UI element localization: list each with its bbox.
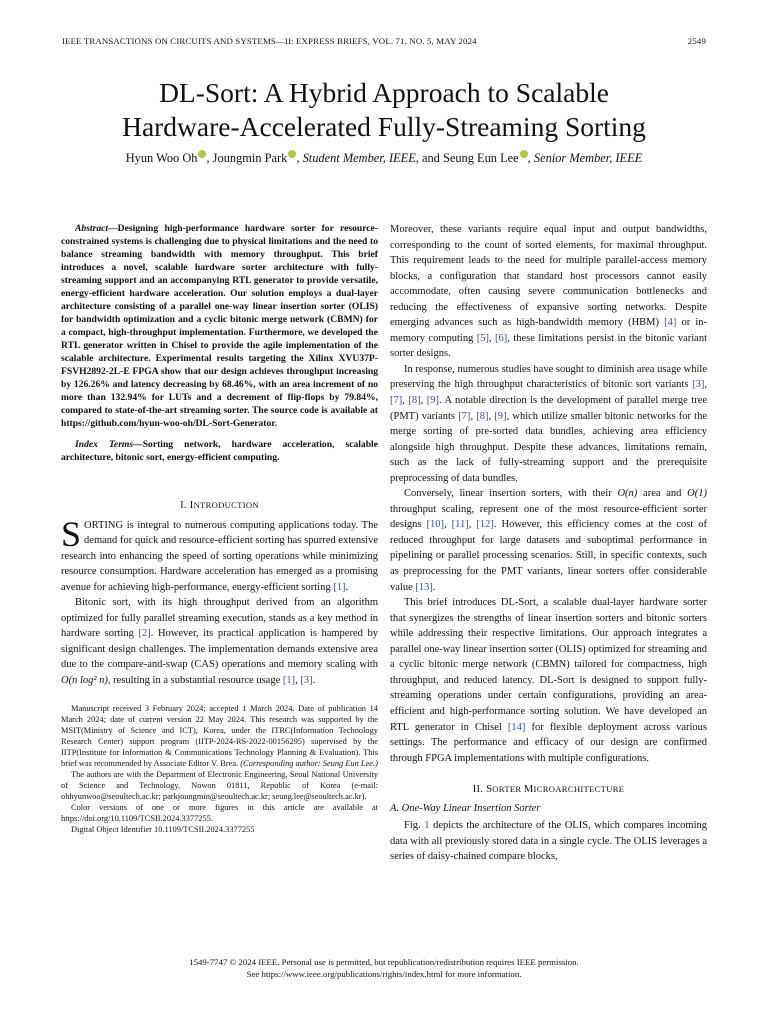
author-1: Hyun Woo Oh [125,151,198,165]
citation-link[interactable]: [1] [282,675,296,687]
subsection-heading: A. One-Way Linear Insertion Sorter [390,802,541,814]
title-line-1: DL-Sort: A Hybrid Approach to Scalable [159,77,609,108]
author-2: Joungmin Park [212,151,288,165]
copyright-footer [40,957,728,980]
paper-title [40,76,728,144]
math-complexity: O(1) [687,488,707,500]
citation-link[interactable]: [7] [458,410,471,422]
title-line-2: Hardware-Accelerated Fully-Streaming Sorting [122,111,646,142]
orcid-icon[interactable] [198,150,206,158]
citation-link[interactable]: [8] [408,395,421,407]
author-conjunction: , and [415,151,443,165]
drop-cap: S [61,513,82,554]
body-paragraph-4: This brief introduces DL-Sort, a scalable dual-layer hardware sorter that synergizes the strengths of linear insertion sorters and bitonic sorters while addressing their respective limitations. Our approach integrates a parallel one-way linear insertion sorter (OLIS) optimized for streaming and a cyclic bitonic merge network (CBMN) tailored for compactness, high throughput, and reduced latency. DL-Sort is designed to support fully-streaming operations under certain configurations, providing an area-efficient and high-performance sorting solution. We have developed an RTL generator in Chisel [14] for flexible deployment across various settings. The performance and efficacy of our design are confirmed through FPGA implementations with multiple configurations. [390,597,707,764]
citation-link[interactable]: [5] [476,332,489,344]
footnotes [61,703,378,835]
left-column [61,222,378,835]
citation-link[interactable]: [6] [495,332,508,344]
orcid-icon[interactable] [520,150,528,158]
body-paragraph-3: Conversely, linear insertion sorters, with their O(n) area and O(1) throughput scaling, represent one of the most resource-efficient sorter designs [10], [11], [12]. However, this efficiency comes at the cost of reduced throughput for large datasets and suboptimal performance in pipelining or parallel processing scenarios. Still, in specific contexts, such as preprocessing for the PMT variants, linear sorters offer considerable value [13]. [390,488,708,593]
section-heading-introduction: I. INTRODUCTION [180,500,259,511]
index-terms-text: —Sorting network, hardware acceleration, scalable architecture, bitonic sort, energy-efficient computing. [61,439,378,463]
running-header [62,36,706,50]
author-2-role: Student Member, IEEE [302,151,416,165]
author-3-role: Senior Member, IEEE [533,151,643,165]
citation-link[interactable]: [8] [476,410,489,422]
citation-link[interactable]: [2] [138,628,151,640]
citation-link[interactable]: [9] [494,410,507,422]
citation-link[interactable]: [9] [426,395,439,407]
right-column [390,222,707,865]
citation-link[interactable]: [10] [426,519,444,531]
citation-link[interactable]: [12] [476,519,494,531]
abstract-text: —Designing high-performance hardware sorter for resource-constrained systems is challenging due to physical limitations and the need to balance streaming bandwidth with memory throughput. This brief introduces a novel, scalable hardware sorter architecture with fully-streaming support and an accompanying RTL generator to provide versatile, energy-efficient hardware acceleration. Our solution employs a dual-layer architecture consisting of a parallel one-way linear insertion sorter (OLIS) for bandwidth optimization and a cyclic bitonic merge network (CBMN) for a compact, high-throughput implementation. Furthermore, we developed the RTL generator written in Chisel to provide the agile implementation of the scalable architecture. Experimental results targeting the Xilinx XVU37P-FSVH2892-2L-E FPGA show that our design achieves throughput increasing by 126.26% and latency decreasing by 68.46%, with an area increment of no more than 132.94% for LUTs and a decrement of flip-flops by 79.84%, compared to state-of-the-art streaming sorter. The source code is available at https://github.com/hyun-woo-oh/DL-Sort-Generator. [61,223,378,429]
footnote-affiliation: The authors are with the Department of Electronic Engineering, Seoul National University of Science and Technology, Nowon 01811, Republic of Korea (e-mail: ohhyunwoo@seoultech.ac.kr; parkjoungmin@seoultech.ac.kr; seung.lee@seoultech.ac.kr). [61,769,378,801]
citation-link[interactable]: [3] [300,675,313,687]
figure-link[interactable]: 1 [424,820,430,832]
intro-paragraph-2: Bitonic sort, with its high throughput derived from an algorithm optimized for fully parallel streaming execution, stands as a key method in hardware sorting [2]. However, its practical application is hampered by significant design challenges. The implementation demands extensive area due to the compare-and-swap (CAS) operations and memory scaling with O(n log² n), resulting in a substantial resource usage [1], [3]. [61,597,378,687]
body-paragraph-1: Moreover, these variants require equal input and output bandwidths, corresponding to the count of sorted elements, for maximal throughput. This requirement leads to the need for multiple parallel-access memory blocks, a configuration that standard host processors cannot easily accommodate, often causing severe communication bottlenecks and reducing the effectiveness of expansive sorting networks. Despite emerging advances such as high-bandwidth memory (HBM) [4] or in-memory computing [5], [6], these limitations persist in the bitonic variant sorter designs. [390,224,708,360]
citation-link[interactable]: [3] [692,379,705,391]
author-3: Seung Eun Lee [442,151,519,165]
journal-name: IEEE TRANSACTIONS ON CIRCUITS AND SYSTEMS—II: EXPRESS BRIEFS, VOL. 71, NO. 5, MAY 2024 [62,36,477,46]
author-list: Hyun Woo Oh , Joungmin Park , Student Member, IEEE, and Seung Eun Lee , Senior Member, IEEE [125,151,643,165]
abstract-label: Abstract [75,223,109,234]
copyright-line-2: See https://www.ieee.org/publications/rights/index.html for more information. [246,968,522,979]
citation-link[interactable]: [7] [390,395,403,407]
index-terms-label: Index Terms [75,439,134,450]
orcid-icon[interactable] [288,150,296,158]
body-paragraph-2: In response, numerous studies have sought to diminish area usage while preserving the high throughput characteristics of bitonic sort variants [3], [7], [8], [9]. A notable direction is the development of parallel merge tree (PMT) variants [7], [8], [9], which utilize smaller bitonic networks for the merge sorting of pre-sorted data bundles, achieving area efficiency alongside high throughput. Despite these advances, limitations remain, such as the lack of fully-streaming support and the prerequisite preprocessing of data bundles. [390,363,708,484]
citation-link[interactable]: [13] [415,581,433,593]
section-heading-microarchitecture: II. SORTER MICROARCHITECTURE [472,784,625,796]
citation-link[interactable]: [4] [664,317,677,329]
page-number: 2549 [687,36,706,46]
footnote-doi: Digital Object Identifier 10.1109/TCSII.2024.3377255 [71,824,255,834]
math-complexity: O(n log² n) [61,675,108,687]
index-terms [61,438,378,464]
body-paragraph-5: Fig. 1 depicts the architecture of the OLIS, which compares incoming data with all previously stored data in a single cycle. The OLIS leverages a series of daisy-chained compare blocks, [390,820,708,863]
footnote-color-versions: Color versions of one or more figures in this article are available at https://doi.org/10.1109/TCSII.2024.3377255. [61,802,378,823]
math-complexity: O(n) [617,488,638,500]
footnote-manuscript: Manuscript received 3 February 2024; accepted 1 March 2024. Date of publication 14 March 2024; date of current version 22 May 2024. This research was supported by the MSIT(Ministry of Science and ICT), Korea, under the ITRC(Information Technology Research Center) support program (IITP-2024-RS-2022-00156295) supervised by the IITP(Institute for Information & Communications Technology Planning & Evaluation). This brief was recommended by Associate Editor V. Brea. (Corresponding author: Seung Eun Lee.) [61,703,378,768]
copyright-line-1: 1549-7747 © 2024 IEEE. Personal use is permitted, but republication/redistribution requires IEEE permission. [189,957,579,967]
citation-link[interactable]: [14] [507,721,526,733]
citation-link[interactable]: [11] [451,519,469,531]
citation-link[interactable]: [1] [333,581,346,593]
abstract [61,222,378,430]
intro-paragraph-1: SORTING is integral to numerous computing applications today. The demand for quick and resource-efficient sorting has spurred extensive research into enhancing the speed of sorting operations while minimizing resource consumption. Hardware acceleration has emerged as a promising avenue for achieving high-performance, energy-efficient sorting [1]. [61,513,378,593]
